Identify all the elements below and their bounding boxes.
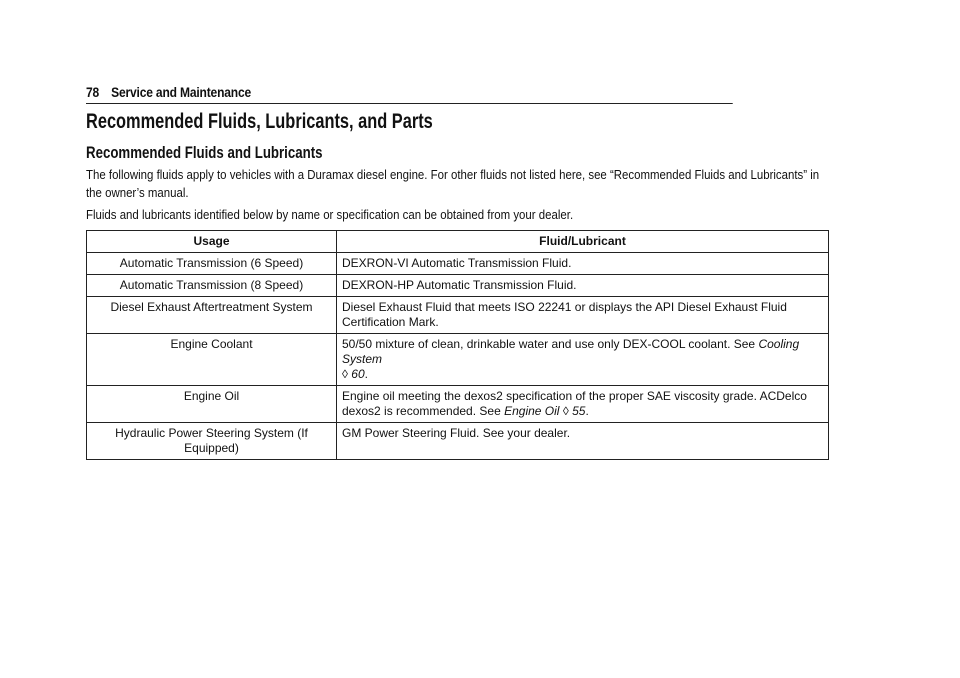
table-row [87,253,829,275]
page-ref-number[interactable]: 60 [351,367,365,381]
table-row [87,297,829,334]
fluid-text: Engine oil meeting the dexos2 specification of the proper SAE viscosity grade. ACDelco dexos2 is recommended. See [342,389,807,418]
header-fluid: Fluid/Lubricant [337,231,829,253]
ref-suffix: . [364,367,368,381]
table-header-row [87,231,829,253]
fluid-cell: Diesel Exhaust Fluid that meets ISO 22241 or displays the API Diesel Exhaust Fluid Certification Mark. [337,297,829,334]
dealer-paragraph: Fluids and lubricants identified below by name or specification can be obtained from your dealer. [86,207,574,222]
table-row [87,275,829,297]
usage-cell: Hydraulic Power Steering System (If Equipped) [87,423,337,460]
table-row [87,334,829,386]
section-title: Service and Maintenance [111,84,252,100]
page-ref-arrow-icon: ◊ [342,367,348,381]
ref-suffix: . [585,404,589,418]
table-row [87,386,829,423]
page-ref-arrow-icon: ◊ [562,404,569,418]
table-row [87,423,829,460]
section-heading: Recommended Fluids and Lubricants [86,143,323,162]
usage-cell: Automatic Transmission (6 Speed) [87,253,337,275]
fluid-text: 50/50 mixture of clean, drinkable water and use only DEX-COOL coolant. See [342,337,756,351]
cross-reference-link[interactable]: Cooling System [342,337,800,366]
fluid-cell: DEXRON-HP Automatic Transmission Fluid. [337,275,829,297]
page-header [86,84,733,104]
page-number: 78 [86,84,100,100]
usage-cell: Diesel Exhaust Aftertreatment System [87,297,337,334]
page-title: Recommended Fluids, Lubricants, and Parts [86,110,433,133]
fluid-cell [337,334,829,386]
usage-cell: Engine Oil [87,386,337,423]
fluid-cell: GM Power Steering Fluid. See your dealer. [337,423,829,460]
fluid-cell [337,386,829,423]
fluid-cell: DEXRON-VI Automatic Transmission Fluid. [337,253,829,275]
header-usage: Usage [87,231,337,253]
fluids-table [86,230,829,460]
usage-cell: Engine Coolant [87,334,337,386]
page-ref-number[interactable]: 55 [572,404,586,418]
cross-reference-link[interactable]: Engine Oil [504,404,560,418]
intro-paragraph: The following fluids apply to vehicles with a Duramax diesel engine. For other fluids not listed here, see “Recommended Fluids and Lubricants” in the owner’s manual. [86,167,820,200]
usage-cell: Automatic Transmission (8 Speed) [87,275,337,297]
